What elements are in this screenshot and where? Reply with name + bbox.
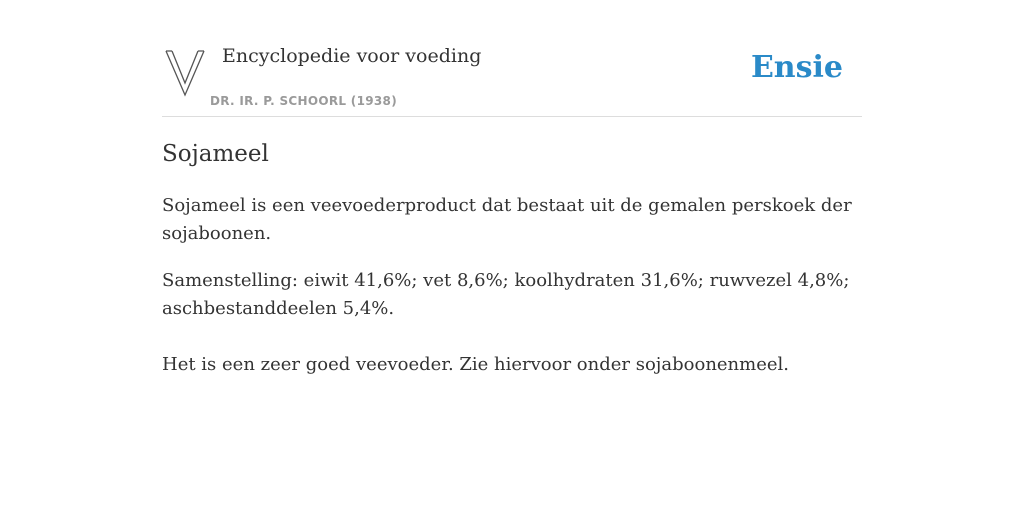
author-line: DR. IR. P. SCHOORL (1938)	[210, 94, 397, 108]
article-title: Sojameel	[162, 141, 269, 167]
v-logo-icon[interactable]	[165, 49, 207, 97]
article-paragraph: Sojameel is een veevoederproduct dat bestaat uit de gemalen perskoek der sojaboonen.	[162, 195, 852, 244]
encyclopedia-title[interactable]: Encyclopedie voor voeding	[222, 45, 482, 67]
header	[162, 40, 862, 117]
article-paragraph: Het is een zeer goed veevoeder. Zie hiervoor onder sojaboonenmeel.	[162, 354, 790, 375]
article-paragraph: Samenstelling: eiwit 41,6%; vet 8,6%; koolhydraten 31,6%; ruwvezel 4,8%; aschbestanddeelen 5,4%.	[162, 270, 850, 319]
article	[162, 138, 862, 379]
brand-logo-link[interactable]: Ensie	[750, 50, 843, 85]
